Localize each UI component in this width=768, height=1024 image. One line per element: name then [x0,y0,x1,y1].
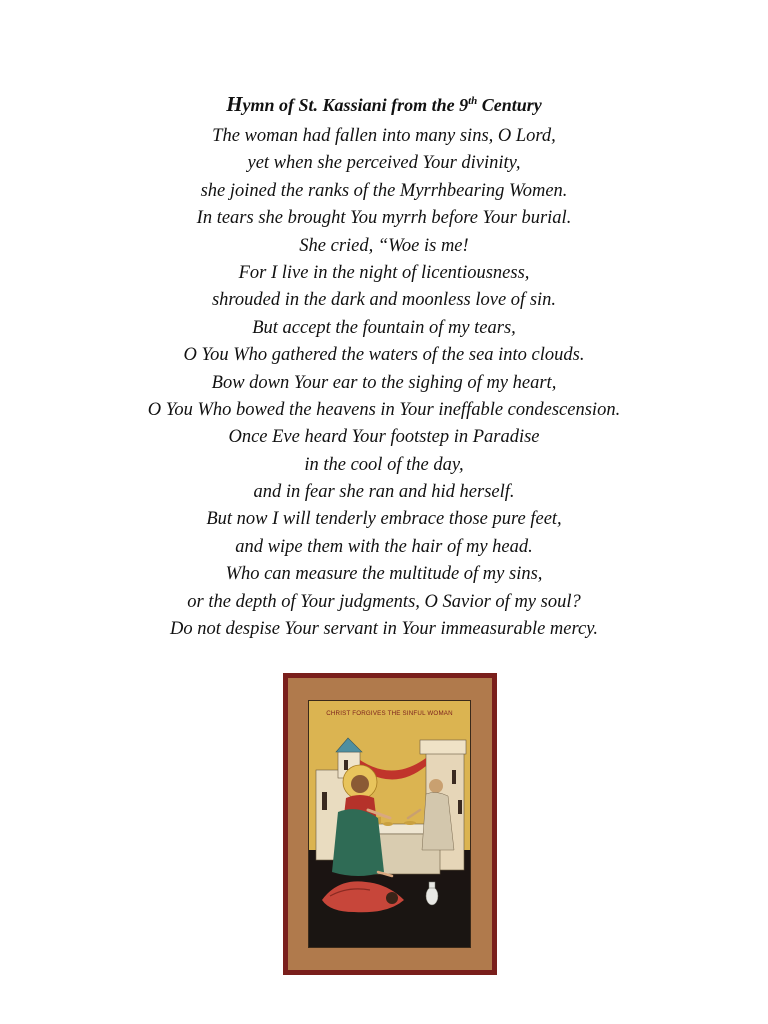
hymn-line: She cried, “Woe is me! [299,235,469,256]
hymn-line: O You Who bowed the heavens in Your ineffable condescension. [147,399,621,420]
hymn-text [0,123,768,643]
title-superscript: th [468,95,478,107]
icon-picture-frame [283,673,497,975]
hymn-line: Do not despise Your servant in Your immeasurable mercy. [169,619,599,640]
hymn-line: Once Eve heard Your footstep in Paradise [228,427,540,448]
hymn-line: For I live in the night of licentiousness, [238,262,530,283]
icon-mat [288,678,492,970]
hymn-line: and in fear she ran and hid herself. [253,482,515,503]
hymn-line: O You Who gathered the waters of the sea into clouds. [183,345,585,366]
hymn-line: Who can measure the multitude of my sins, [225,564,543,585]
hymn-line: The woman had fallen into many sins, O Lord, [212,126,556,146]
title-initial: H [226,92,243,116]
hymn-line: In tears she brought You myrrh before Your burial. [196,208,572,229]
title-ending: Century [477,95,542,115]
hymn-line: shrouded in the dark and moonless love of sin. [211,290,557,311]
hymn-line: But now I will tenderly embrace those pure feet, [206,509,562,530]
christ-forgives-sinful-woman-icon [308,700,471,948]
icon-inscription: CHRIST FORGIVES THE SINFUL WOMAN [326,710,453,717]
hymn-line: yet when she perceived Your divinity, [247,153,521,174]
hymn-title [0,92,768,117]
title-text: ymn of St. Kassiani from the 9 [242,95,469,115]
hymn-line: in the cool of the day, [304,454,464,475]
hymn-line: or the depth of Your judgments, O Savior of my soul? [187,591,581,612]
hymn-line: and wipe them with the hair of my head. [235,536,533,557]
icon-painting [308,700,471,948]
hymn-line: But accept the fountain of my tears, [252,317,516,338]
hymn-line: Bow down Your ear to the sighing of my heart, [211,372,557,393]
hymn-line: she joined the ranks of the Myrrhbearing Women. [200,180,568,201]
